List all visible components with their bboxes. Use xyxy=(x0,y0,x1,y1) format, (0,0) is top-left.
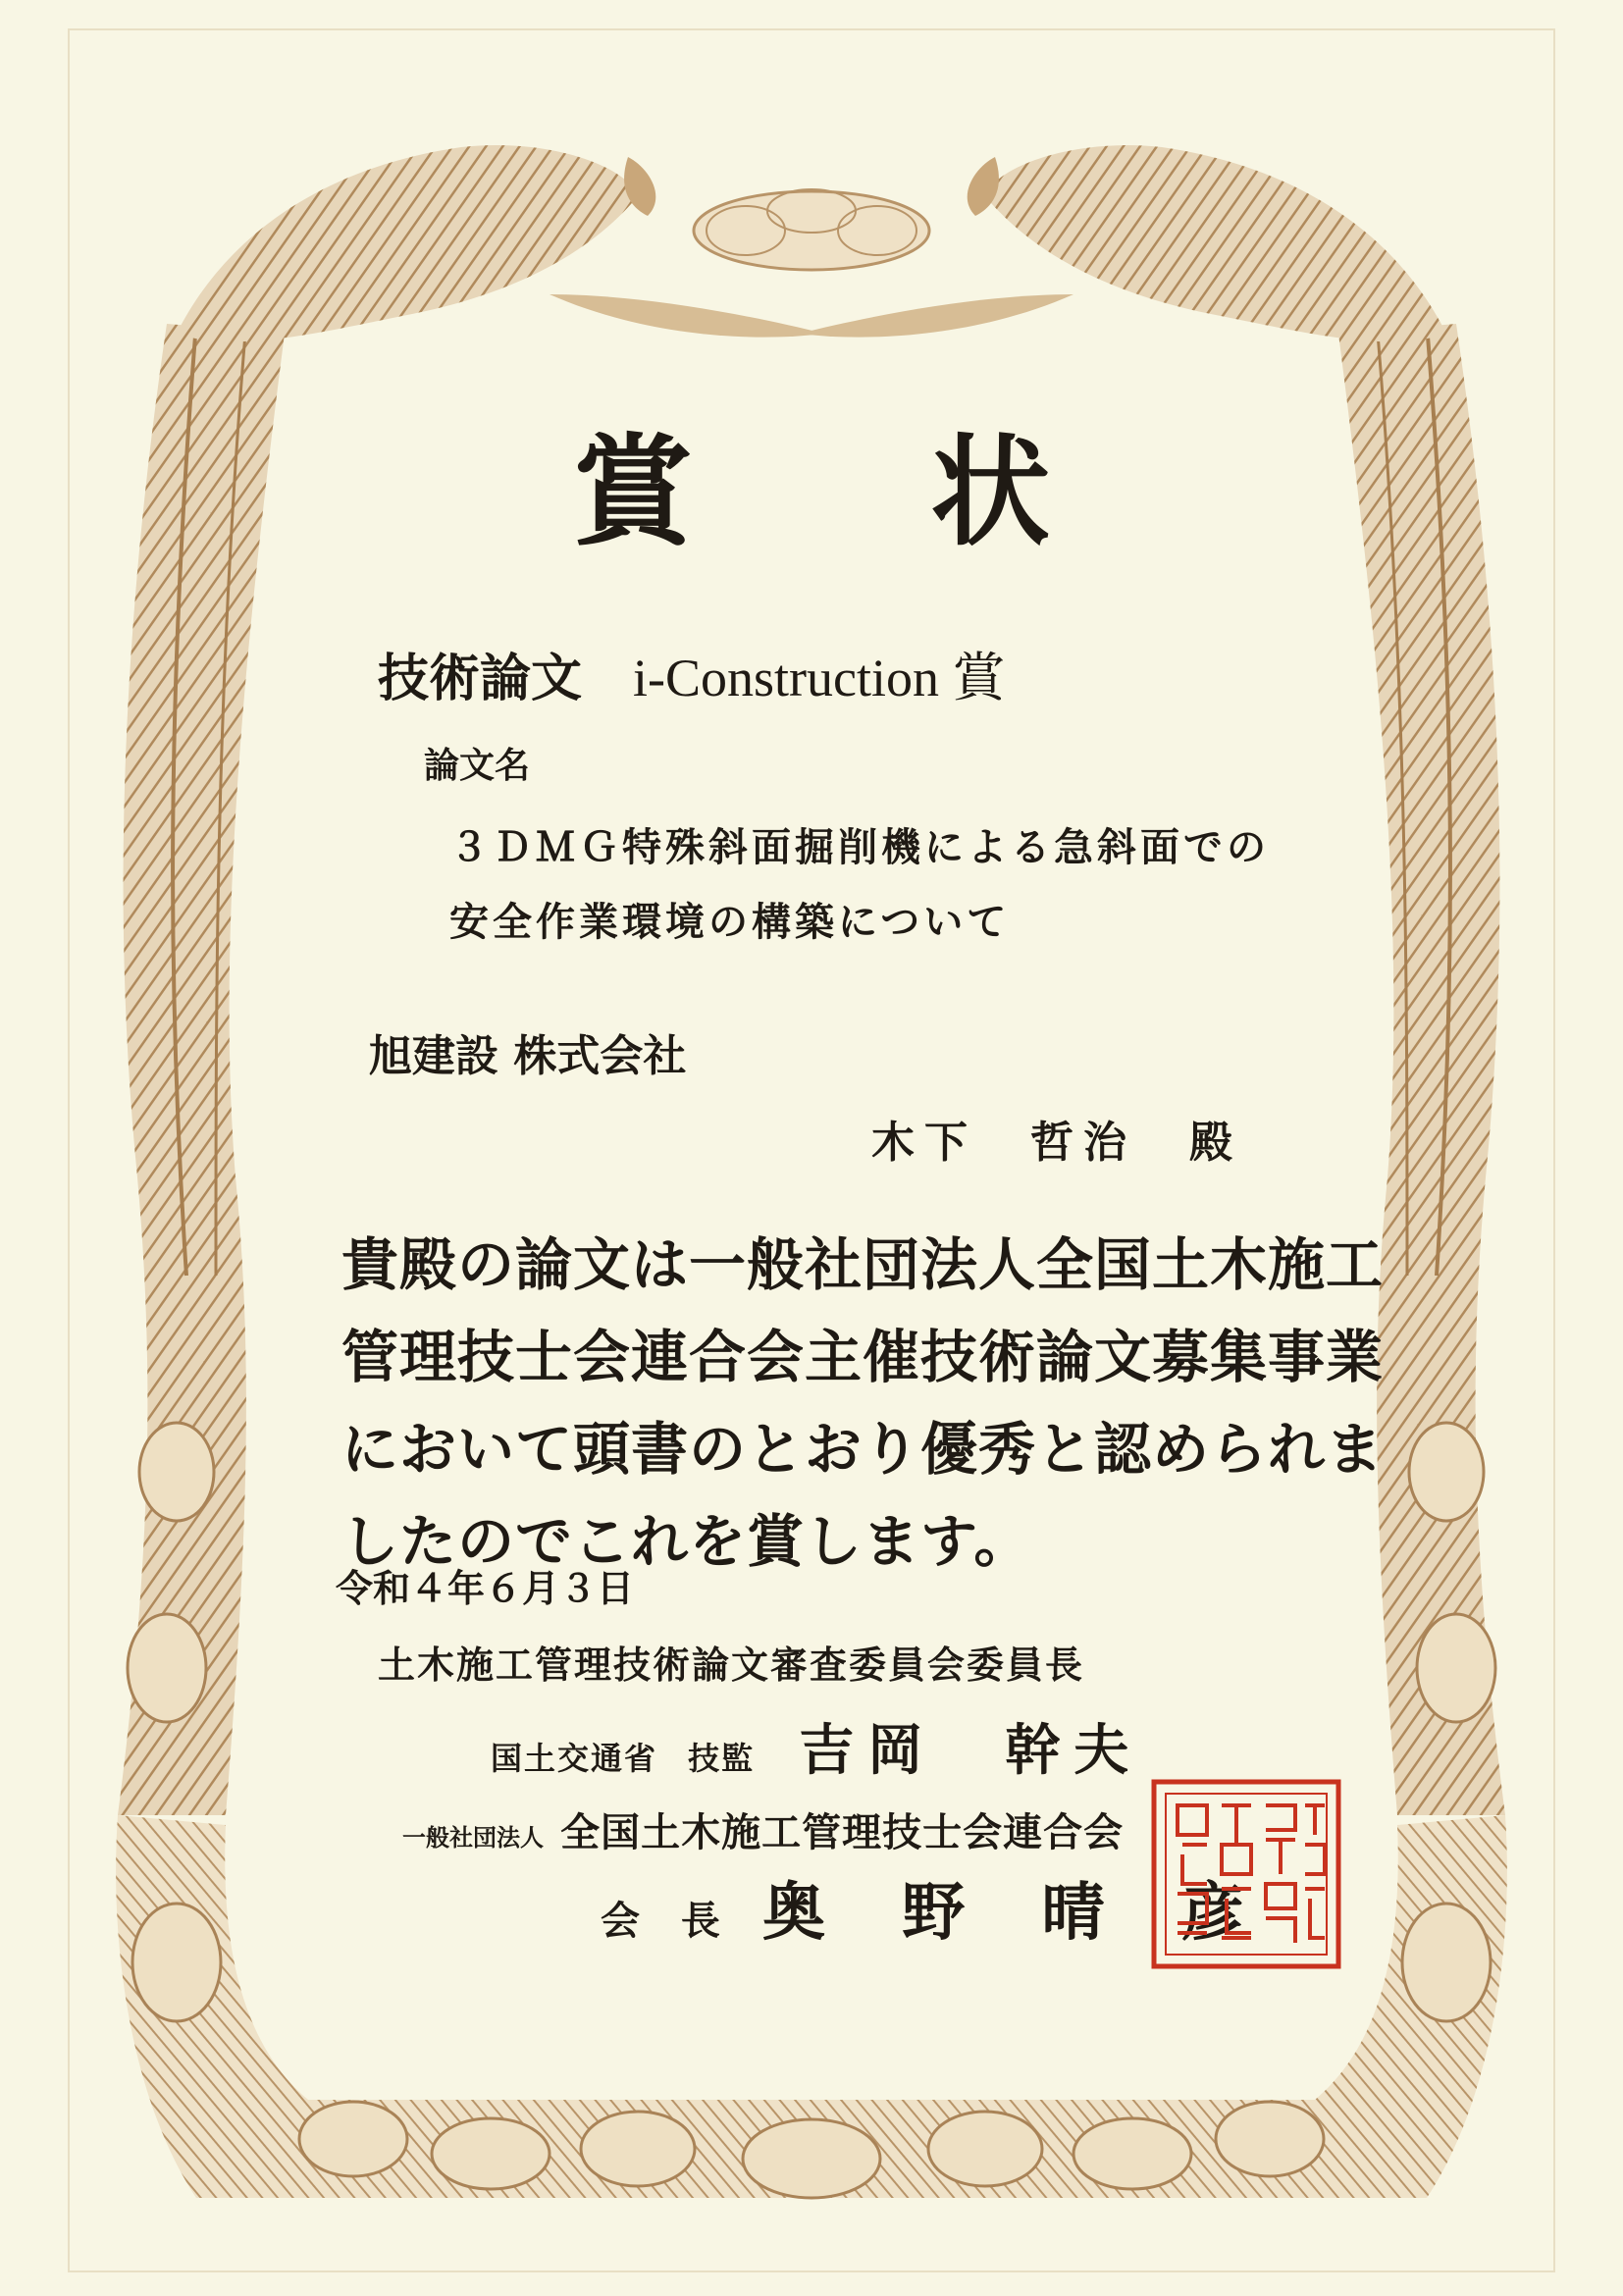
paper-title-line: 安全作業環境の構築について xyxy=(449,899,1011,945)
citation-line: 貴殿の論文は一般社団法人全国土木施工 xyxy=(341,1231,1385,1298)
award-name: i-Construction 賞 xyxy=(633,649,1006,707)
association-seal-stamp xyxy=(1148,1776,1344,1972)
association-prefix: 一般社団法人 xyxy=(402,1823,544,1852)
president-name: 奥 野 晴 彦 xyxy=(762,1876,1272,1950)
paper-title xyxy=(449,810,1270,960)
company-name: 旭建設 株式会社 xyxy=(369,1031,687,1081)
ministry-signatory xyxy=(491,1707,1142,1786)
paper-label: 論文名 xyxy=(424,745,531,786)
ministry-name: 国土交通省 xyxy=(491,1740,658,1777)
award-date: 令和４年６月３日 xyxy=(336,1566,635,1610)
award-line xyxy=(378,650,1006,707)
president-title: 会 長 xyxy=(601,1898,734,1944)
citation-text xyxy=(341,1219,1385,1588)
recipient-name: 木下 哲治 殿 xyxy=(871,1118,1242,1168)
citation-line: において頭書のとおり優秀と認められま xyxy=(341,1416,1385,1483)
committee-title: 土木施工管理技術論文審査委員会委員長 xyxy=(378,1643,1085,1687)
citation-line: 管理技士会連合会主催技術論文募集事業 xyxy=(341,1324,1385,1390)
ministry-role: 技監 xyxy=(688,1740,756,1777)
association-signatory xyxy=(402,1801,1124,1857)
ministry-person: 吉岡 幹夫 xyxy=(799,1718,1143,1783)
paper-title-line: ３ＤＭＧ特殊斜面掘削機による急斜面での xyxy=(449,824,1270,870)
certificate-title: 賞 状 xyxy=(572,421,1149,562)
association-name: 全国土木施工管理技士会連合会 xyxy=(560,1809,1125,1855)
award-category: 技術論文 xyxy=(378,649,583,708)
citation-line: したのでこれを賞します。 xyxy=(341,1508,1032,1575)
